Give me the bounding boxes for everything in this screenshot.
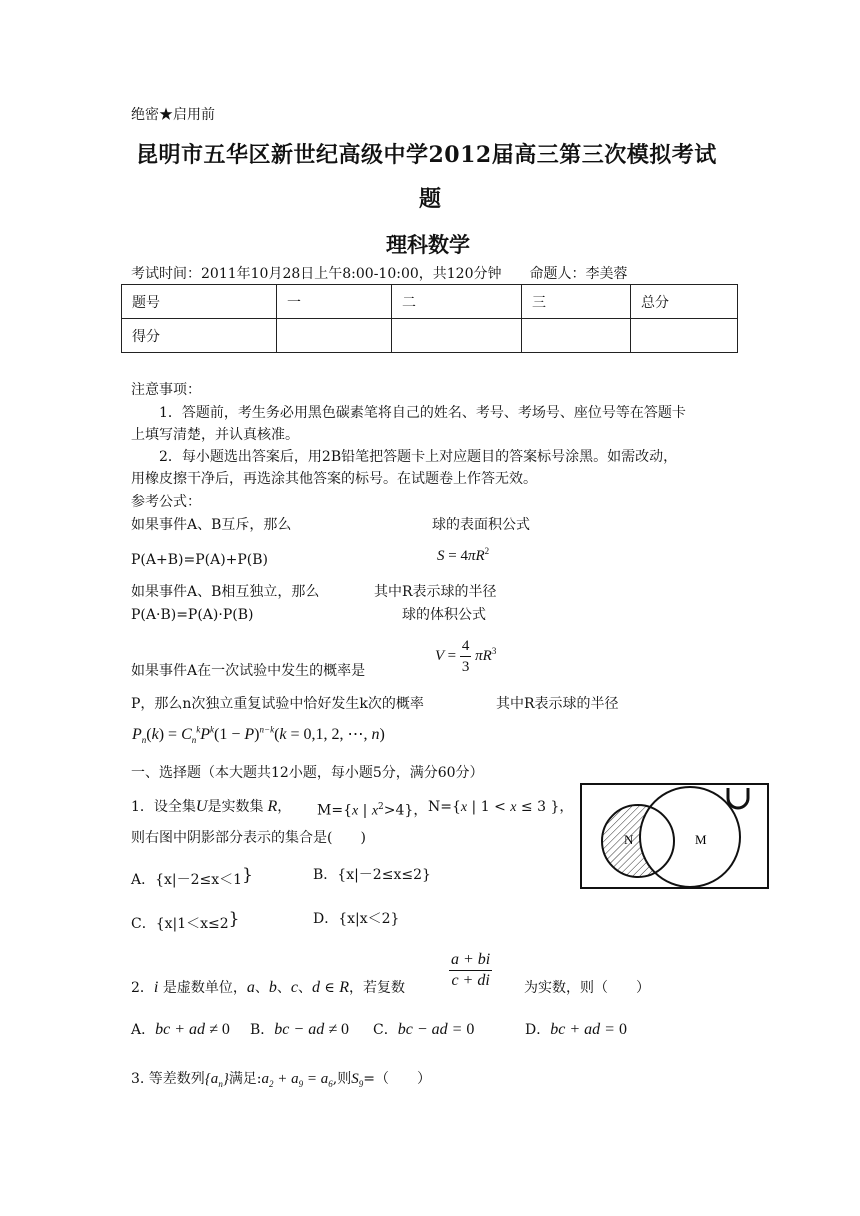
set-n-label: N [624,832,634,847]
q3-stem-c: ,则 [332,1071,352,1087]
q1-option-a-label: A．{x|－2≤x＜1 [131,872,243,888]
sphere-volume-label: 球的体积公式 [402,607,486,623]
table-cell[interactable] [631,319,738,353]
table-row [122,285,738,319]
formula-prob-text-cont: P，那么n次独立重复试验中恰好发生k次的概率 [131,696,424,712]
table-cell[interactable] [392,319,522,353]
q1-option-d[interactable]: D．{x|x＜2} [313,911,400,927]
note-item-1: 1．答题前，考生务必用黑色碳素笔将自己的姓名、考号、考场号、座位号等在答题卡 [159,405,686,421]
q2-stem-d: 为实数，则（ ） [524,980,650,996]
table-cell: 得分 [122,319,277,353]
q1-set-m: M={x | $x^2>4$}， [317,802,428,819]
table-row [122,319,738,353]
formula-prob-text: 如果事件A在一次试验中发生的概率是 [131,663,366,679]
binomial-formula: $P_n(k) = C_n^kP^k(1 - P)^{n-k}(k = 0,1$, 2, ⋯, n) [132,724,385,746]
sphere-volume-formula: V = $\frac{4}{3}$ $\pi R^3$ [435,638,497,675]
set-m-label: M [695,832,707,847]
table-cell[interactable] [277,319,392,353]
q3-stem-b: 满足: [228,1071,262,1087]
confidential-mark: 绝密★启用前 [131,107,215,123]
formula-indep-text: 如果事件A、B相互独立，那么 [131,584,320,600]
q2-stem-a: 2． [131,980,154,996]
q1-option-c[interactable]: C．{x|1＜x≤2} [131,909,240,932]
table-cell: 题号 [122,285,277,319]
union-icon [728,788,748,808]
q2-option-d-label: D． [525,1022,551,1038]
q2-fraction: $\frac{a + bi}{c + di}$ [451,951,491,989]
q1-stem-c: 则右图中阴影部分表示的集合是( ) [131,830,366,846]
q2-stem-c: ，若复数 [348,980,405,996]
note-item-2: 2．每小题选出答案后，用2B铅笔把答题卡上对应题目的答案标号涂黑。如需改动， [159,449,678,465]
exam-info: 考试时间：2011年10月28日上午8:00-10:00，共120分钟 命题人：李美蓉 [131,266,628,282]
q2-option-a-label: A． [131,1022,156,1038]
formulas-heading: 参考公式： [131,494,201,510]
note-item-2-cont: 用橡皮擦干净后，再选涂其他答案的标号。在试题卷上作答无效。 [131,471,537,487]
section-heading: 一、选择题（本大题共12小题，每小题5分，满分60分） [131,765,484,781]
table-cell: 三 [522,285,631,319]
q2-stem-b: 是虚数单位， [162,980,247,996]
table-cell[interactable] [522,319,631,353]
q3-stem-a: 3. 等差数列 [131,1071,205,1087]
q1-stem-a: 1．设全集 [131,799,196,815]
q2-stem: 2．i 是虚数单位，a、b、c、d ∈ R，若复数 [131,979,405,996]
venn-diagram [580,780,770,890]
q1-option-b[interactable]: B．{x|－2≤x≤2} [313,867,431,883]
formula-indep: P(A·B)=P(A)·P(B) [131,607,254,623]
subject-title: 理科数学 [386,232,470,257]
table-cell: 总分 [631,285,738,319]
sphere-area-label: 球的表面积公式 [432,517,530,533]
notes-heading: 注意事项： [131,382,201,398]
q2-option-a[interactable]: A．bc + ad ≠ 0 [131,1021,230,1038]
exam-title: 昆明市五华区新世纪高级中学2012届高三第三次模拟考试 [136,142,717,168]
q3-stem: 3. 等差数列$\{a_n\}$满足$:a_2 + a_9 = a_6$,则$S_9=$（ ） [131,1071,431,1089]
q3-stem-d: =（ ） [363,1071,431,1087]
formula-mutex: P(A+B)=P(A)+P(B) [131,552,269,568]
score-table [121,284,738,353]
exam-title-continued: 题 [419,186,442,212]
q1-set-m-label: M={ [317,802,352,819]
q2-option-b[interactable]: B．bc − ad ≠ 0 [250,1021,349,1038]
q1-option-c-label: C．{x|1＜x≤2 [131,916,229,932]
note-item-1-cont: 上填写清楚，并认真核准。 [131,427,299,443]
set-m-circle [640,787,740,887]
q1-set-n: N={x | 1 < x ≤ 3 }， [428,799,574,815]
q2-option-d[interactable]: D．bc + ad = 0 [525,1021,627,1038]
q2-option-b-label: B． [250,1022,275,1038]
radius-note-2: 其中R表示球的半径 [496,696,619,712]
q1-stem-b: 是实数集 [207,799,264,815]
q1-set-n-label: N={ [428,799,461,815]
table-cell: 一 [277,285,392,319]
sphere-area-formula: $S = 4\pi R^2$ [437,546,490,564]
radius-note-1: 其中R表示球的半径 [374,584,497,600]
q1-stem: 1．设全集U是实数集 R， [131,798,292,815]
q2-option-c[interactable]: C．bc − ad = 0 [373,1021,475,1038]
table-cell: 二 [392,285,522,319]
formula-mutex-text: 如果事件A、B互斥，那么 [131,517,292,533]
q1-option-a[interactable]: A．{x|－2≤x＜1} [131,865,253,888]
q2-option-c-label: C． [373,1022,398,1038]
